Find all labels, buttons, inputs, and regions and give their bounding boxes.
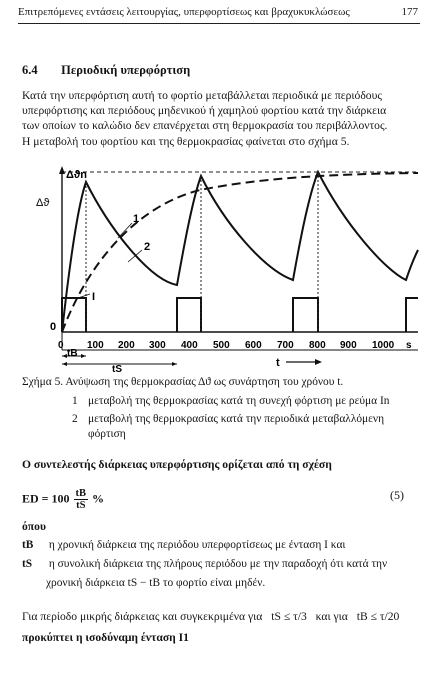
section-heading	[22, 63, 190, 78]
x-tick-label: 400	[181, 340, 198, 351]
definition-tB	[22, 538, 422, 553]
intro-line: Η μεταβολή του φορτίου και της θερμοκρασίας φαίνεται στο σχήμα 5.	[22, 134, 350, 148]
y-zero-label: 0	[50, 321, 57, 333]
header-rule	[18, 23, 420, 24]
x-tick-label: 200	[118, 340, 135, 351]
intro-paragraph	[22, 88, 420, 149]
definition-tS	[22, 557, 427, 591]
definition-symbol: tB	[22, 539, 34, 551]
y-axis-arrow	[59, 166, 65, 174]
equation-number: (5)	[390, 488, 404, 502]
figure-caption: Σχήμα 5. Ανύψωση της θερμοκρασίας Δϑ ως συνάρτηση του χρόνου t.	[22, 376, 344, 388]
x-tick-label: 600	[245, 340, 262, 351]
curve-1-label: 1	[133, 213, 140, 225]
legend-number: 2	[72, 413, 78, 425]
x-tick-label: 500	[213, 340, 230, 351]
closing-line-2: προκύπτει η ισοδύναμη ένταση I1	[22, 631, 189, 644]
legend-text: μεταβολή της θερμοκρασίας κατά την περιοδικά μεταβαλλόμενη	[88, 413, 385, 425]
time-arrow-head	[315, 359, 322, 365]
x-tick-label: 100	[87, 340, 104, 351]
tS-arrow-left	[62, 362, 67, 366]
legend-item-2	[72, 412, 432, 444]
intro-line: υπερφόρτισης και περιόδους μηδενικού ή χαμηλού φορτίου κατά την διάρκεια	[22, 104, 387, 118]
y-label-top: Δϑn	[66, 169, 88, 181]
x-tick-label: 900	[340, 340, 357, 351]
closing-condition: tB ≤ τ/20	[356, 610, 400, 623]
tB-label: tB	[67, 348, 78, 359]
equation-fraction	[74, 488, 89, 511]
definition-sentence: Ο συντελεστής διάρκειας υπερφόρτισης ορίζεται από τη σχέση	[22, 458, 332, 471]
curve-2-label: 2	[144, 241, 151, 253]
running-title: Επιτρεπόμενες εντάσεις λειτουργίας, υπερφορτίσεως και βραχυκυκλώσεως	[18, 6, 350, 18]
curve-continuous-load	[62, 173, 418, 332]
x-tick-label: 800	[309, 340, 326, 351]
closing-line-1	[22, 608, 420, 625]
equation-lhs: ED = 100	[22, 491, 70, 506]
where-label: όπου	[22, 520, 46, 533]
legend-number: 1	[72, 395, 78, 407]
curve-1-leader	[118, 223, 132, 238]
running-header	[18, 6, 418, 18]
definition-symbol: tS	[22, 558, 33, 570]
closing-text: Για περίοδο μικρής διάρκειας και συγκεκριμένα για	[22, 610, 263, 623]
temperature-rise-figure	[0, 160, 437, 375]
closing-condition: tS ≤ τ/3	[271, 610, 307, 623]
closing-text: και για	[315, 610, 348, 623]
tS-label: tS	[112, 364, 122, 375]
load-label: I	[92, 291, 96, 303]
x-tick-label: 0	[58, 340, 64, 351]
tS-arrow-right	[172, 362, 177, 366]
x-tick-label: 300	[149, 340, 166, 351]
section-title: Περιοδική υπερφόρτιση	[61, 63, 191, 77]
page-number: 177	[401, 6, 418, 18]
equation-numerator: tB	[75, 488, 87, 499]
x-tick-label: 700	[277, 340, 294, 351]
equation-denominator: tS	[76, 500, 86, 511]
definition-text: η χρονική διάρκεια της περιόδου υπερφορτίσεως με ένταση I και	[48, 539, 346, 551]
equation	[22, 488, 104, 511]
legend-text: φόρτιση	[88, 428, 126, 440]
intro-line: των οποίων το καλώδιο δεν επανέρχεται στη θερμοκρασία του περιβάλλοντος.	[22, 119, 388, 133]
x-tick-label: 1000	[372, 340, 395, 351]
curve-periodic-load	[62, 172, 418, 332]
equation-unit: %	[92, 491, 105, 506]
x-tick-label: s	[406, 340, 412, 351]
section-number: 6.4	[22, 63, 38, 77]
definition-text: χρονική διάρκεια tS − tB το φορτίο είναι μηδέν.	[46, 577, 266, 589]
legend-text: μεταβολή της θερμοκρασίας κατά τη συνεχή φόρτιση με ρεύμα In	[88, 395, 390, 407]
tB-arrow-right	[81, 354, 86, 358]
legend-item-1	[72, 394, 432, 410]
definition-text: η συνολική διάρκεια της πλήρους περιόδου με την παραδοχή ότι κατά την	[48, 558, 388, 570]
y-label: Δϑ	[36, 197, 50, 209]
load-current-pulses	[62, 298, 418, 332]
time-label: t	[276, 357, 280, 369]
closing-paragraph	[22, 608, 420, 646]
intro-line: Κατά την υπερφόρτιση αυτή το φορτίο μεταβάλλεται περιοδικά με περιόδους	[22, 89, 382, 102]
